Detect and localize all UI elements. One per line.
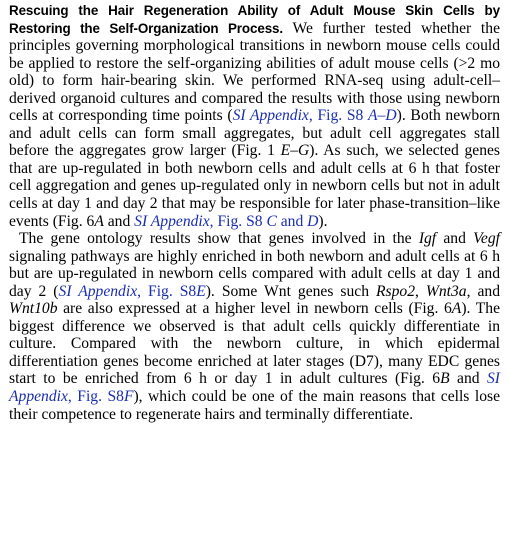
cross-reference-link[interactable]: and xyxy=(276,212,308,230)
text-run: ). Some Wnt genes such xyxy=(205,282,376,300)
text-run: We further tested whether the principles governing morphological transitions in newborn mouse cells could be applied to restore the self-organizing abilities of adult mouse cells (>2 mo old) to form hair-bearing skin. We performed RNA-seq using adult-cell–derived organoid cultures and compared the results with those using newborn cells at corresponding time points ( xyxy=(9,19,500,125)
text-run: ). The biggest difference we observed is that adult cells quickly differentiate in culture. Compared with the newborn culture, in which epidermal differentiation genes become enriched at later stages (D7), many EDC genes start to be enriched from 6 h or day 1 in adult cultures (Fig. 6 xyxy=(9,300,500,388)
cross-reference-link[interactable]: C xyxy=(266,212,277,230)
text-run: , xyxy=(414,282,426,300)
text-run: ). As such, we selected genes that are up-regulated in both newborn cells and adult cells at 6 h that foster cell aggregation and genes up-regulated only in newborn cells but not in adult cells at day 1 and day 2 that may be responsible for later phase-transition–like events (Fig. 6 xyxy=(9,142,500,230)
italic-term: E–G xyxy=(280,142,310,160)
italic-term: Wnt10b xyxy=(9,300,58,318)
paragraph-2 xyxy=(9,230,500,423)
cross-reference-link[interactable]: A–D xyxy=(368,107,397,125)
cross-reference-link[interactable]: E xyxy=(196,282,206,300)
cross-reference-link[interactable]: SI Appendix xyxy=(134,212,210,230)
cross-reference-link[interactable]: S8 xyxy=(346,107,369,125)
text-run: and xyxy=(449,370,487,388)
italic-term: A xyxy=(451,300,462,318)
cross-reference-link[interactable]: SI Appendix xyxy=(9,370,500,406)
cross-reference-link[interactable]: , Fig. S8 xyxy=(137,282,197,300)
cross-reference-link[interactable]: SI Appendix xyxy=(58,282,138,300)
paragraph-1-body xyxy=(9,20,500,230)
text-run: , and xyxy=(466,282,501,300)
cross-reference-link[interactable]: F xyxy=(123,388,134,406)
italic-term: Wnt3a xyxy=(425,282,467,300)
text-run: ). xyxy=(318,212,328,230)
text-run: and xyxy=(103,212,135,230)
text-run: signaling pathways are highly enriched in both newborn and adult cells at 6 h but are up-regulated in newborn cells compared with adult cells at day 1 and day 2 ( xyxy=(9,247,500,300)
text-run: and xyxy=(436,230,474,248)
italic-term: A xyxy=(94,212,104,230)
italic-term: Rspo2 xyxy=(376,282,415,300)
text-run: ). Both newborn and adult cells can form small aggregates, but adult cell aggregates stall before the aggregates grow larger (Fig. 1 xyxy=(9,107,500,160)
italic-term: Vegf xyxy=(473,230,500,248)
paragraph-1 xyxy=(9,2,500,230)
cross-reference-link[interactable]: , Fig. S8 xyxy=(67,388,124,406)
text-run: ), which could be one of the main reasons that cells lose their competence to regenerate hairs and terminally differentiate. xyxy=(9,388,500,423)
italic-term: Igf xyxy=(418,230,437,248)
italic-term: B xyxy=(440,370,450,388)
section-heading: Rescuing the Hair Regeneration Ability of Adult Mouse Skin Cells by Restoring the Self-Organization Process. xyxy=(9,3,500,36)
cross-reference-link[interactable]: D xyxy=(307,212,319,230)
cross-reference-link[interactable]: , Fig. S8 xyxy=(209,212,267,230)
text-run: The gene ontology results show that genes involved in the xyxy=(19,230,419,248)
cross-reference-link[interactable]: , Fig. xyxy=(308,107,347,125)
text-run: are also expressed at a higher level in newborn cells (Fig. 6 xyxy=(57,300,452,318)
cross-reference-link[interactable]: SI Appendix xyxy=(232,107,309,125)
paragraph-2-body xyxy=(9,230,500,422)
